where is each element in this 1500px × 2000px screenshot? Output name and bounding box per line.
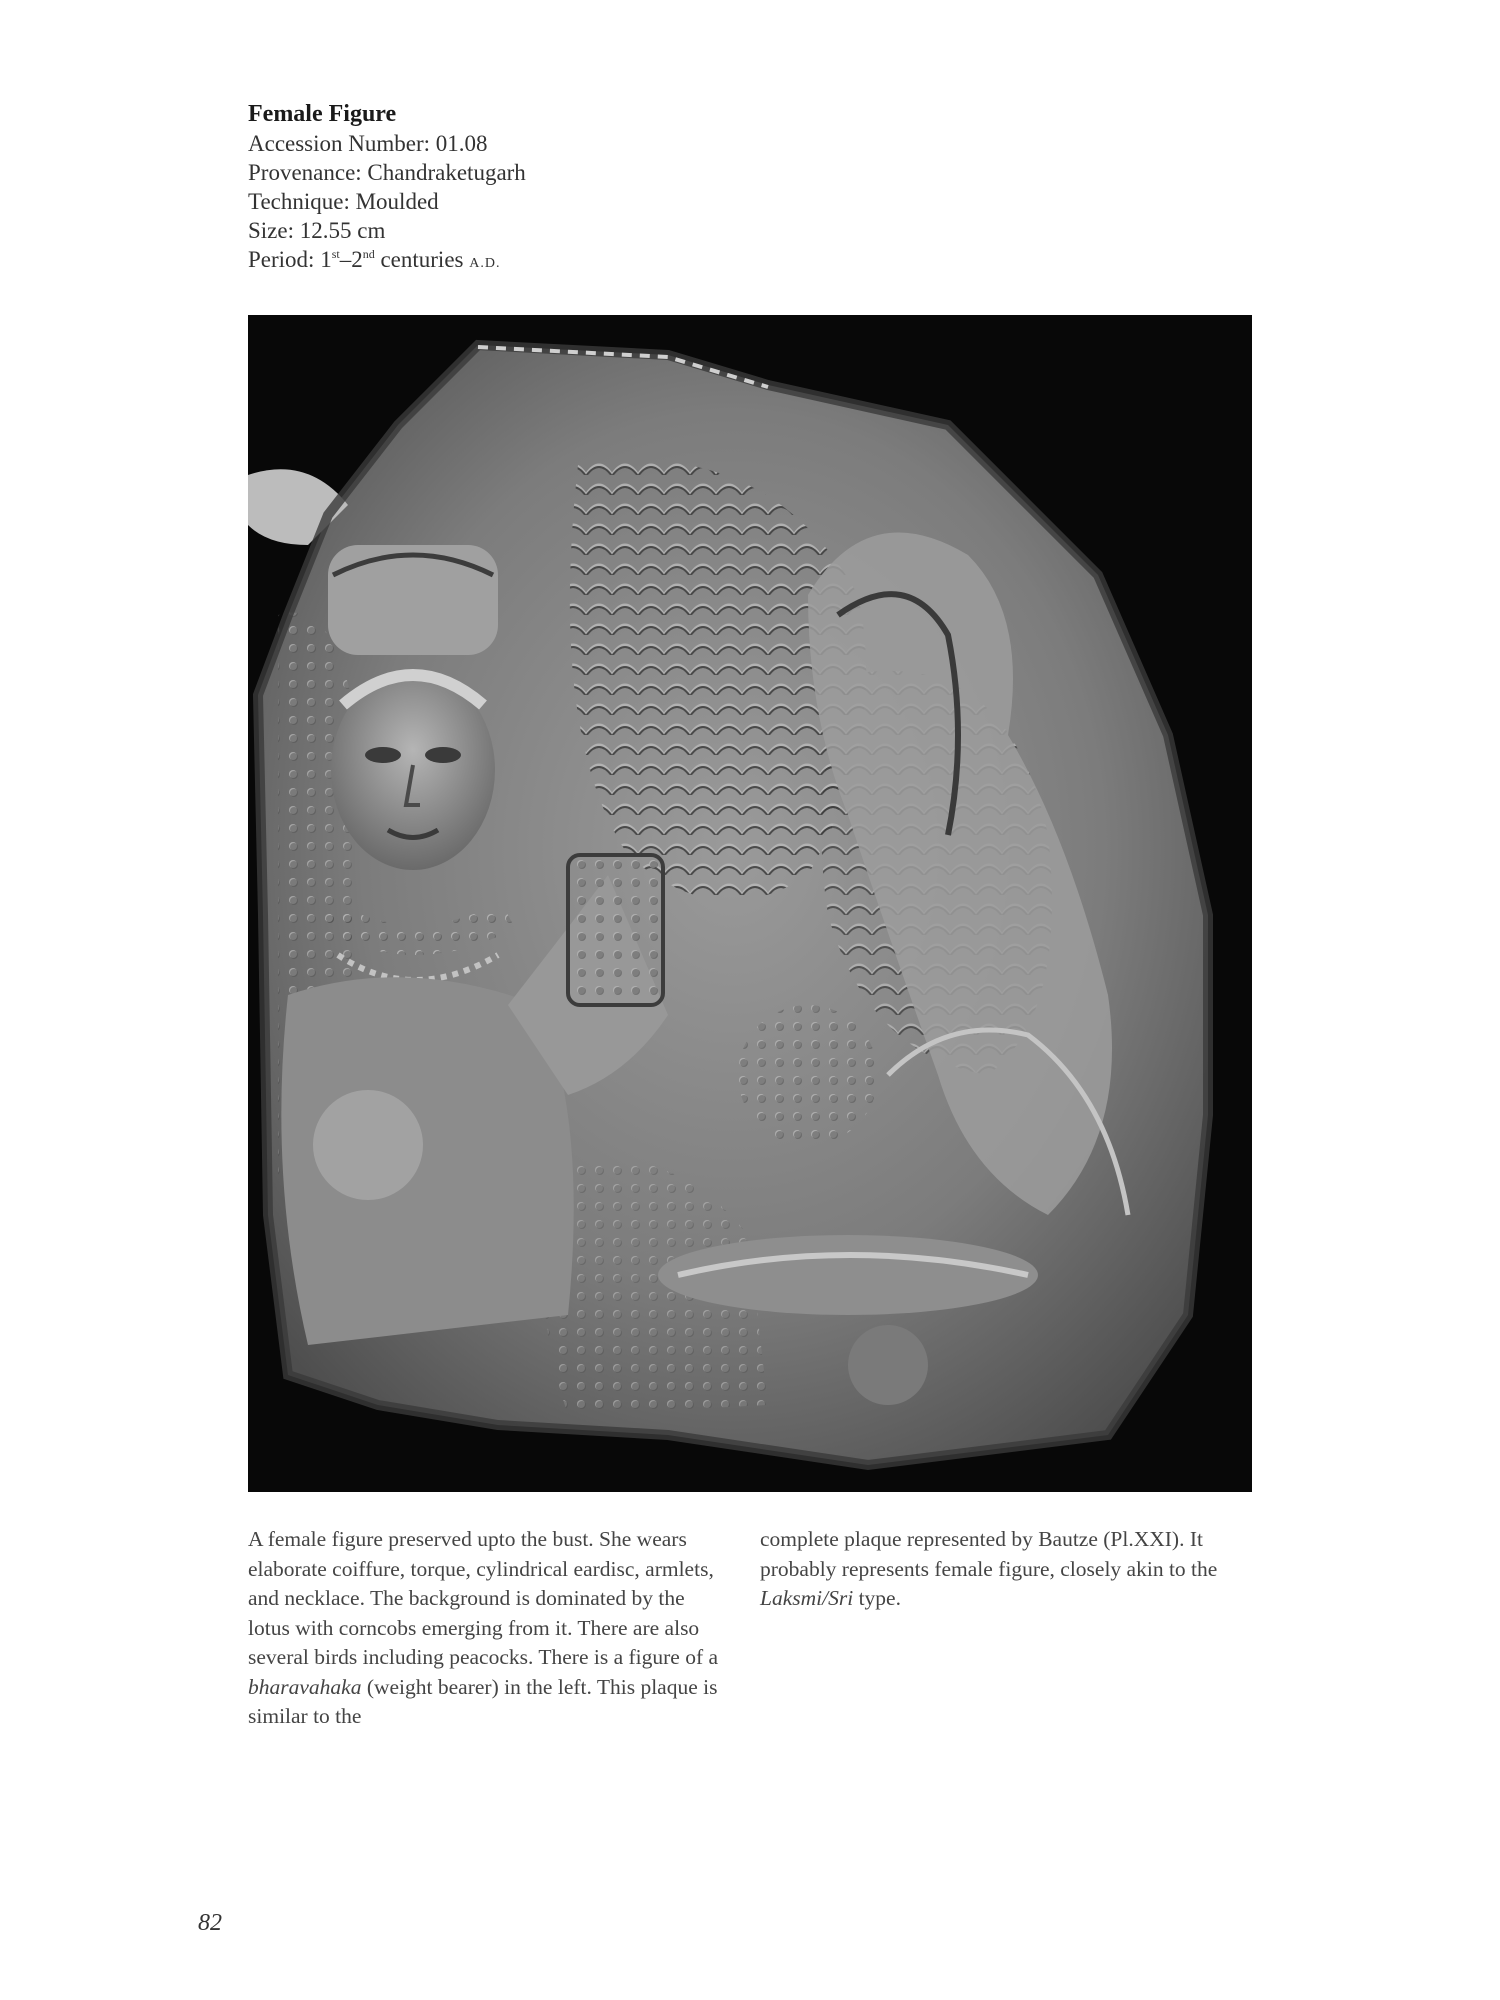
technique: Technique: Moulded — [248, 189, 439, 214]
description-paragraph-right — [760, 1525, 1240, 1614]
entry-title: Female Figure — [248, 101, 397, 127]
period-era: A.D. — [469, 256, 501, 271]
description-left-text-b: (weight bearer) in the left. This plaque is similar to the — [248, 1674, 718, 1728]
term-bharavahaka: bharavahaka — [248, 1674, 362, 1699]
plaque-photograph — [248, 315, 1252, 1492]
page-number: 82 — [198, 1910, 222, 1936]
provenance: Provenance: Chandraketugarh — [248, 160, 526, 185]
description-right-text-a: complete plaque represented by Bautze (Pl.XXI). It probably represents female figure, closely akin to the — [760, 1527, 1218, 1581]
size: Size: 12.55 cm — [248, 218, 386, 243]
period-sup-nd: nd — [362, 247, 375, 261]
description-column-left — [248, 1525, 728, 1732]
terracotta-plaque-image — [248, 315, 1252, 1492]
accession-number: Accession Number: 01.08 — [248, 131, 488, 156]
period-prefix: Period: 1 — [248, 247, 332, 272]
period — [248, 245, 948, 278]
entry-metadata — [248, 100, 948, 278]
period-sup-st: st — [331, 247, 340, 261]
period-centuries: centuries — [374, 247, 470, 272]
description-left-text-a: A female figure preserved upto the bust. She wears elaborate coiffure, torque, cylindrical eardisc, armlets, and necklace. The background is dominated by the lotus with corncobs emerging from it. There are also several birds including peacocks. There is a figure of a — [248, 1527, 719, 1669]
period-dash: –2 — [339, 247, 363, 272]
term-laksmi-sri: Laksmi/Sri — [760, 1586, 854, 1610]
description-right-text-b: type. — [853, 1586, 901, 1610]
description-paragraph-left — [248, 1525, 728, 1732]
description-column-right — [760, 1525, 1240, 1614]
